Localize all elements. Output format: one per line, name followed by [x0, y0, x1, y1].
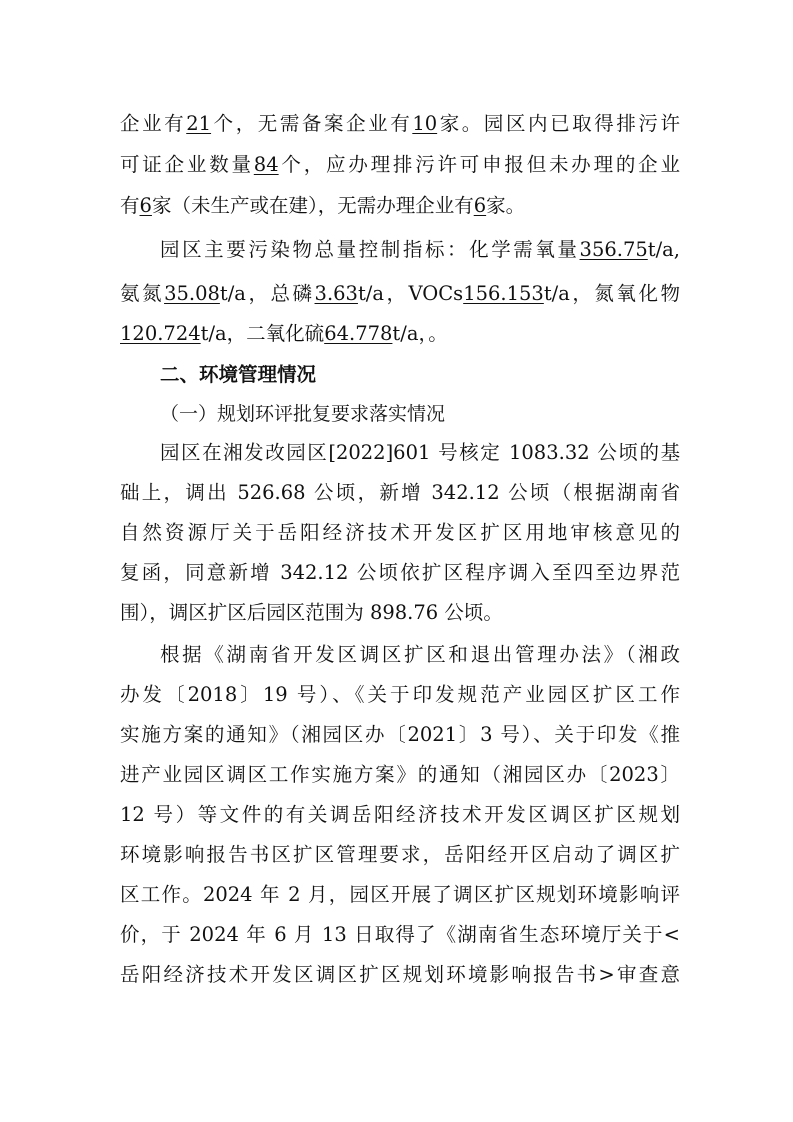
text: 家。园区内已取得排污许	[437, 112, 680, 135]
text: 氨氮	[120, 282, 165, 305]
text: 个，无需备案企业有	[211, 112, 413, 135]
text: 企业有	[120, 112, 187, 135]
section-heading: 二、环境管理情况	[160, 363, 317, 386]
paragraph-line: 区工作。2024 年 2 月，园区开展了调区扩区规划环境影响评	[120, 883, 680, 906]
text: 家。	[486, 194, 526, 217]
underlined-value: 156.153	[463, 282, 544, 305]
paragraph-line: 复函，同意新增 342.12 公顷依扩区程序调入至四至边界范	[120, 561, 680, 584]
underlined-value: 3.63	[314, 282, 358, 305]
paragraph-line	[120, 110, 680, 138]
paragraph-line	[120, 280, 680, 308]
underlined-value: 356.75	[579, 238, 648, 261]
text: t/a，氮氧化物	[543, 282, 680, 305]
paragraph-line: 围），调区扩区后园区范围为 898.76 公顷。	[120, 601, 503, 624]
paragraph-line: 进产业园区调区工作实施方案》的通知（湘园区办〔2023〕	[120, 763, 680, 786]
subsection-heading: （一）规划环评批复要求落实情况	[160, 403, 446, 425]
paragraph-line: 价，于 2024 年 6 月 13 日取得了《湖南省生态环境厅关于<	[120, 923, 680, 946]
text: 家（未生产或在建），无需办理企业有	[151, 194, 474, 217]
underlined-value: 64.778	[324, 322, 393, 345]
paragraph-line	[120, 192, 680, 220]
paragraph-line	[120, 320, 680, 348]
paragraph-line: 根据《湖南省开发区调区扩区和退出管理办法》（湘政	[160, 643, 680, 666]
underlined-value: 10	[412, 112, 438, 135]
paragraph-line: 实施方案的通知》（湘园区办〔2021〕3 号）、关于印发《推	[120, 723, 680, 746]
underlined-value: 35.08	[164, 282, 220, 305]
text: t/a，。	[392, 322, 448, 345]
text: 园区主要污染物总量控制指标：化学需氧量	[160, 238, 580, 261]
paragraph-line: 自然资源厅关于岳阳经济技术开发区扩区用地审核意见的	[120, 521, 680, 544]
paragraph-line: 12 号）等文件的有关调岳阳经济技术开发区调区扩区规划	[120, 803, 680, 826]
text: 可证企业数量	[120, 153, 254, 176]
underlined-value: 21	[186, 112, 212, 135]
text: t/a，总磷	[219, 282, 315, 305]
underlined-value: 84	[253, 153, 279, 176]
paragraph-line: 环境影响报告书区扩区管理要求，岳阳经开区启动了调区扩	[120, 843, 680, 866]
text: t/a，二氧化硫	[200, 322, 325, 345]
paragraph-line: 岳阳经济技术开发区调区扩区规划环境影响报告书>审查意	[120, 963, 680, 986]
paragraph-line: 办发〔2018〕19 号）、《关于印发规范产业园区扩区工作	[120, 683, 680, 706]
underlined-value: 6	[139, 194, 152, 217]
paragraph-line: 园区在湘发改园区[2022]601 号核定 1083.32 公顷的基	[160, 441, 680, 464]
text: t/a，VOCs	[357, 282, 464, 305]
text: 个，应办理排污许可申报但未办理的企业	[278, 153, 680, 176]
text: t/a,	[647, 238, 680, 261]
underlined-value: 120.724	[120, 322, 201, 345]
paragraph-line	[120, 151, 680, 179]
underlined-value: 6	[473, 194, 487, 217]
text: 有	[120, 194, 140, 217]
paragraph-line	[160, 236, 680, 264]
paragraph-line: 础上，调出 526.68 公顷，新增 342.12 公顷（根据湖南省	[120, 481, 680, 504]
